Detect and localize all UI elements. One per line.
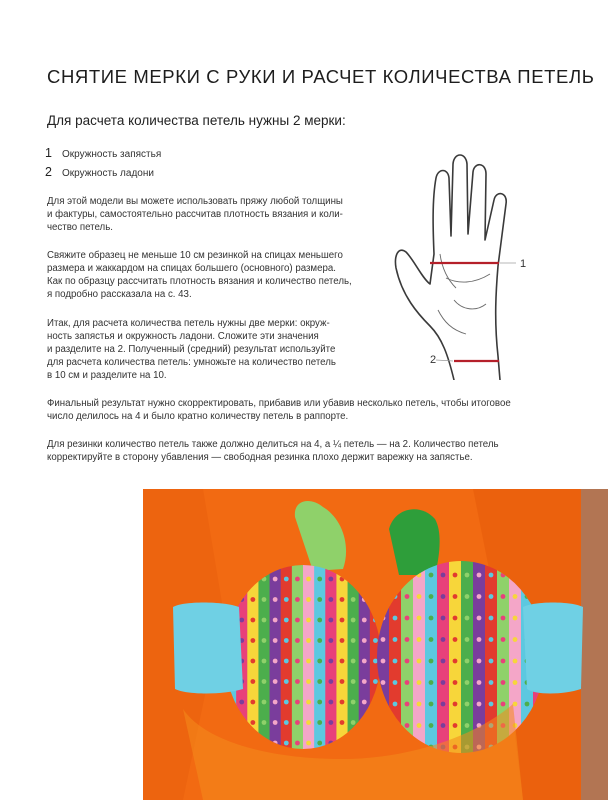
list-item xyxy=(45,165,161,184)
list-item-number: 1 xyxy=(45,146,52,160)
ribbing-paragraph: Для резинки количество петель также должно делиться на 4, а ¼ петель — на 2. Количество петель корректируйте в сторону убавления — свободная резинка плохо держит варежку на запястье. xyxy=(47,439,499,463)
sample-paragraph: Свяжите образец не меньше 10 см резинкой на спицах меньшего размера и жаккардом на спицах большего (основного) размера. Как по образцу рассчитать плотность вязания и количество петель, я подробно рассказала на с. 43. xyxy=(47,250,352,300)
intro-paragraph: Для этой модели вы можете использовать пряжу любой толщины и фактуры, самостоятельно рассчитав плотность вязания и коли- чество петель. xyxy=(47,196,343,233)
measurement-list xyxy=(45,146,161,184)
right-mitten xyxy=(377,561,546,753)
correction-paragraph: Финальный результат нужно скорректировать, прибавив или убавив несколько петель, чтобы итоговое число делилось на 4 и было кратно количеству петель в раппорте. xyxy=(47,398,511,422)
list-item-number: 2 xyxy=(45,165,52,179)
mittens-photo xyxy=(143,489,608,800)
hand-measurement-diagram xyxy=(378,150,548,380)
hand-outline xyxy=(395,155,506,380)
left-mitten xyxy=(225,565,382,749)
diagram-label-2: 2 xyxy=(430,354,437,366)
calculation-paragraph: Итак, для расчета количества петель нужны две мерки: окруж- ность запястья и окружность ладони. Сложите эти значения и разделите на 2. Полученный (средний) результат используйте для расчета количества петель: умножьте на количество петель в 10 см и разделите на 10. xyxy=(47,318,336,381)
page-subtitle: Для расчета количества петель нужны 2 мерки: xyxy=(47,113,346,128)
list-item xyxy=(45,146,161,165)
page-title: СНЯТИЕ МЕРКИ С РУКИ И РАСЧЕТ КОЛИЧЕСТВА ПЕТЕЛЬ xyxy=(47,66,595,87)
diagram-label-1: 1 xyxy=(520,258,527,270)
list-item-label: Окружность ладони xyxy=(62,168,154,179)
list-item-label: Окружность запястья xyxy=(62,149,162,160)
